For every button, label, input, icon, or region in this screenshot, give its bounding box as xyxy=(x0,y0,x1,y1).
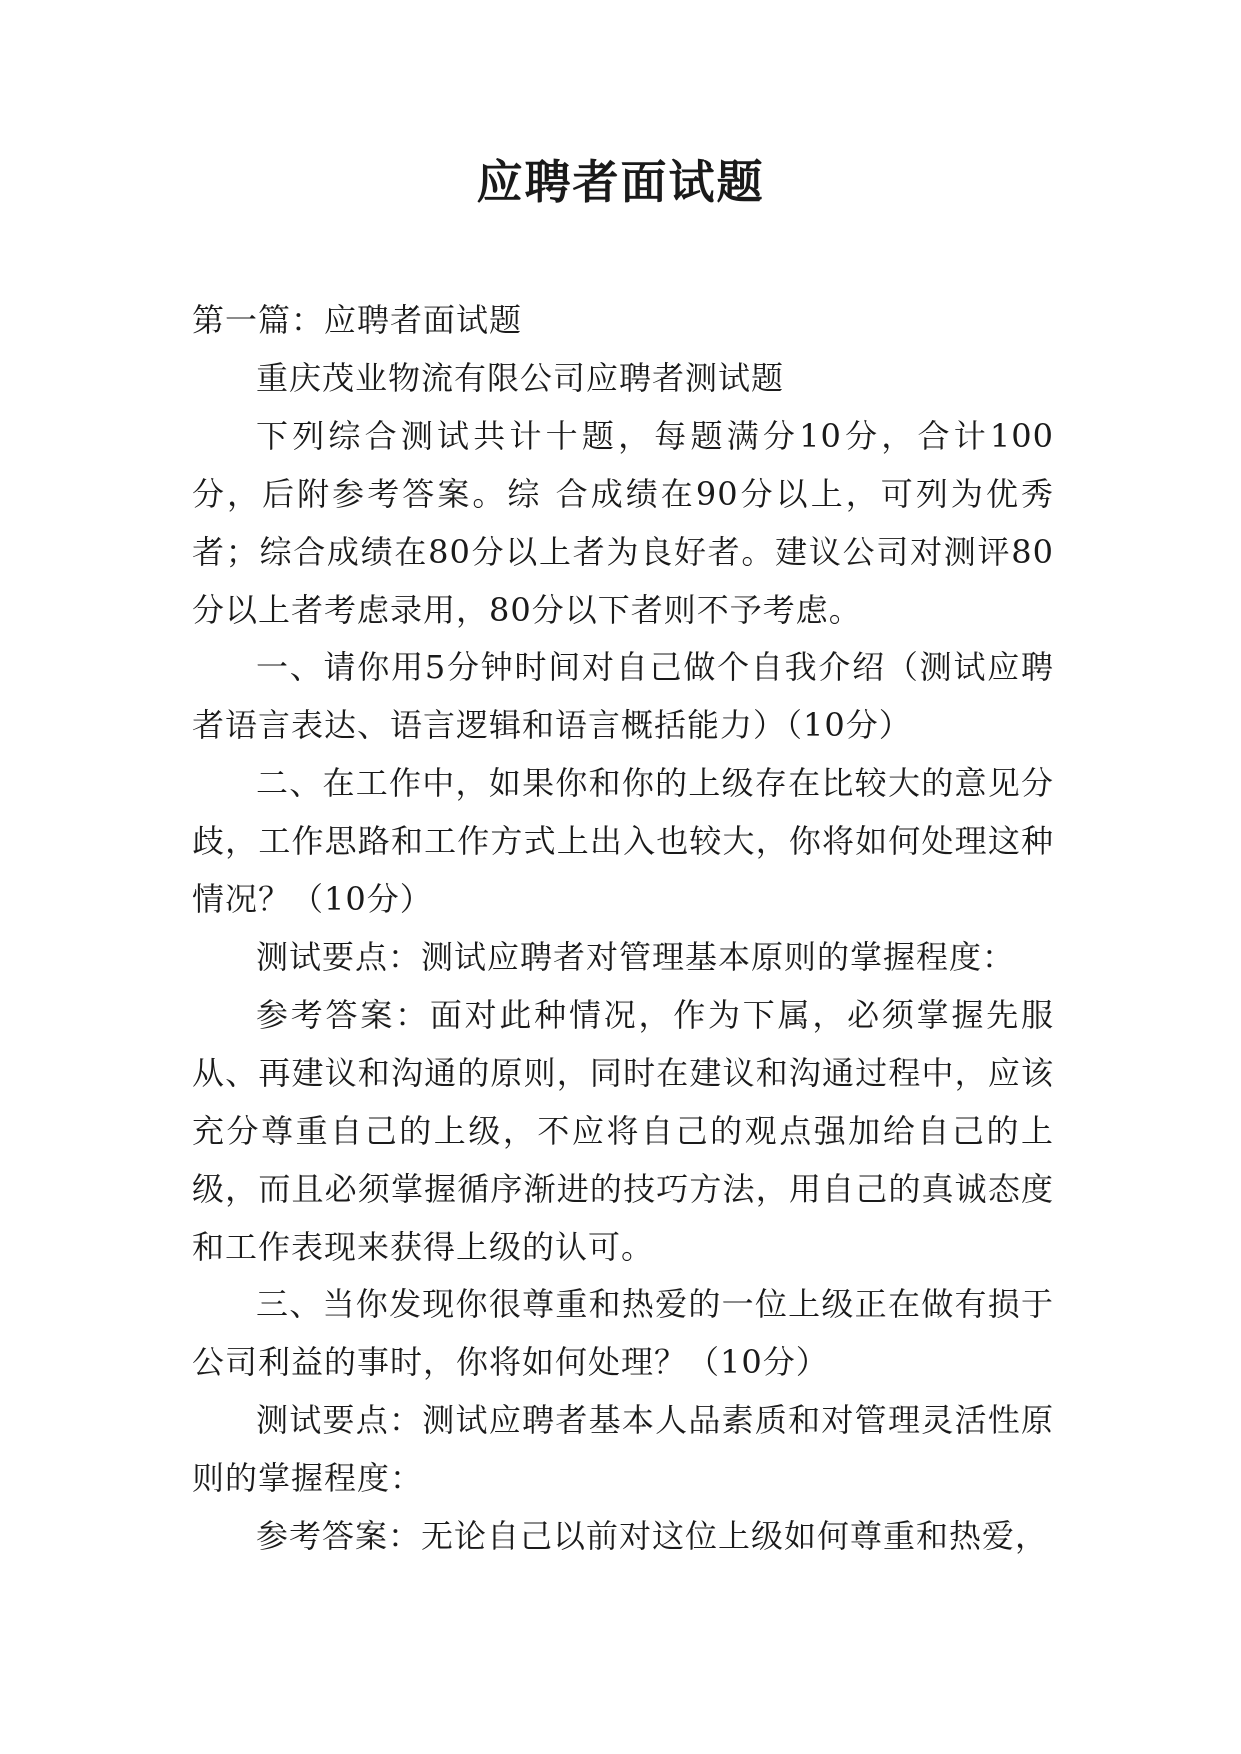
question-1: 一、请你用5分钟时间对自己做个自我介绍（测试应聘者语言表达、语言逻辑和语言概括能力）（10分） xyxy=(192,648,1054,745)
section-heading: 第一篇：应聘者面试题 xyxy=(192,301,523,339)
document-body xyxy=(192,292,1054,1566)
question-3-test-point: 测试要点：测试应聘者基本人品素质和对管理灵活性原则的掌握程度： xyxy=(192,1401,1054,1498)
question-2-test-point: 测试要点：测试应聘者对管理基本原则的掌握程度： xyxy=(256,937,1016,976)
question-3: 三、当你发现你很尊重和热爱的一位上级正在做有损于公司利益的事时，你将如何处理？（10分） xyxy=(192,1285,1054,1382)
question-3-answer: 参考答案：无论自己以前对这位上级如何尊重和热爱， xyxy=(256,1517,1049,1556)
question-2: 二、在工作中，如果你和你的上级存在比较大的意见分歧，工作思路和工作方式上出入也较大，你将如何处理这种情况？（10分） xyxy=(192,764,1054,919)
test-title: 重庆茂业物流有限公司应聘者测试题 xyxy=(256,358,785,397)
question-2-answer: 参考答案：面对此种情况，作为下属，必须掌握先服从、再建议和沟通的原则，同时在建议和沟通过程中，应该充分尊重自己的上级，不应将自己的观点强加给自己的上级，而且必须掌握循序渐进的技巧方法，用自己的真诚态度和工作表现来获得上级的认可。 xyxy=(192,995,1054,1266)
intro-paragraph: 下列综合测试共计十题，每题满分10分，合计100分，后附参考答案。综 合成绩在90分以上，可列为优秀者；综合成绩在80分以上者为良好者。建议公司对测评80分以上者考虑录用，80分以下者则不予考虑。 xyxy=(192,416,1054,629)
document-title: 应聘者面试题 xyxy=(476,155,765,209)
